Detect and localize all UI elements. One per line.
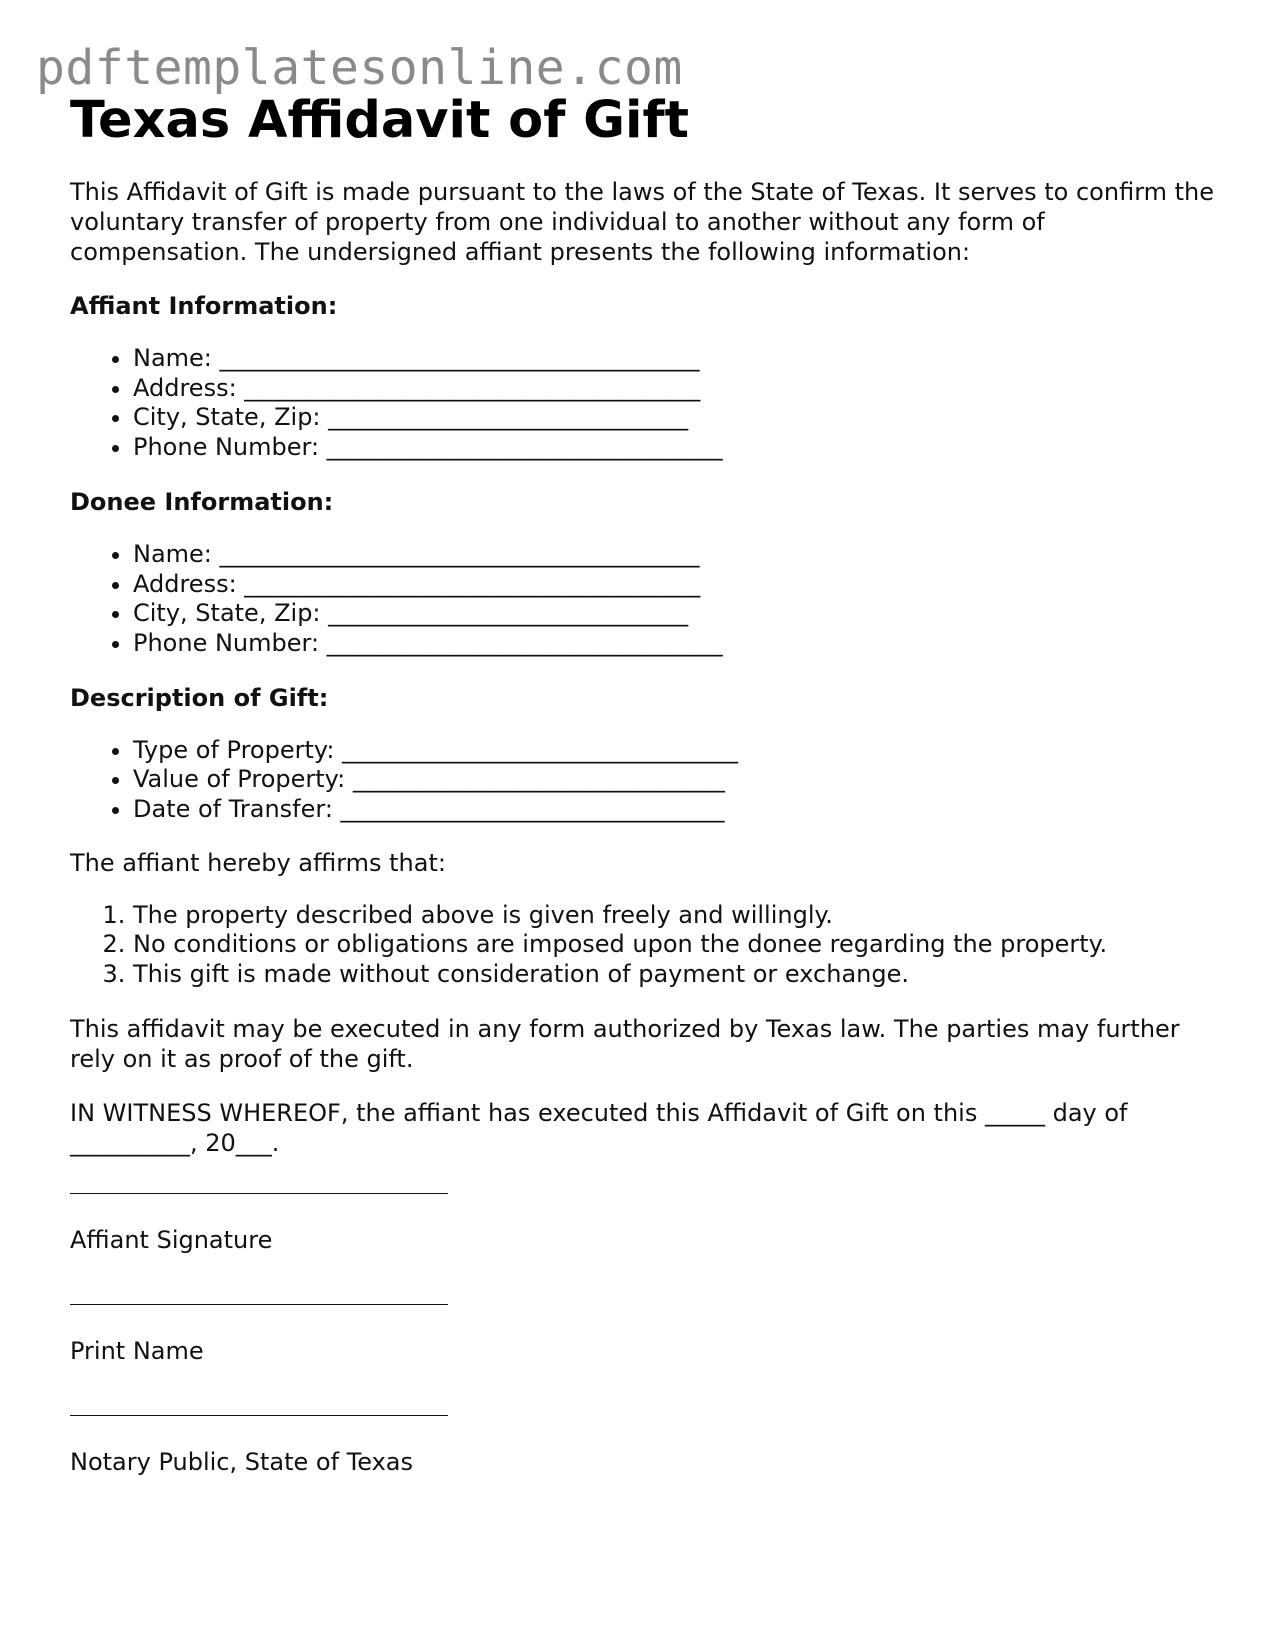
- donee-phone-field: • Phone Number: _________________________________: [133, 629, 1220, 659]
- donee-name-field: • Name: ________________________________________: [133, 540, 1220, 570]
- print-name-line: [70, 1303, 448, 1305]
- execution-note: This affidavit may be executed in any form authorized by Texas law. The parties may further rely on it as proof of the gift.: [70, 1014, 1180, 1073]
- affirmation-item: 2. No conditions or obligations are imposed upon the donee regarding the property.: [133, 930, 1220, 960]
- affirmation-item: 1. The property described above is given freely and willingly.: [133, 901, 1220, 931]
- affiant-address-field: • Address: ______________________________________: [133, 374, 1220, 404]
- affiant-signature-label: Affiant Signature: [70, 1225, 273, 1254]
- affiant-signature-line: [70, 1192, 448, 1194]
- notary-label: Notary Public, State of Texas: [70, 1447, 413, 1476]
- watermark: pdftemplatesonline.com: [36, 40, 683, 96]
- affirmation-list: [70, 901, 1220, 990]
- affiant-info-heading: Affiant Information:: [70, 292, 338, 320]
- affiant-name-field: • Name: ________________________________________: [133, 344, 1220, 374]
- signature-block: [70, 1192, 1220, 1477]
- donee-address-field: • Address: ______________________________________: [133, 570, 1220, 600]
- transfer-date-field: • Date of Transfer: ________________________________: [133, 795, 1220, 825]
- document-body: [70, 88, 1220, 1477]
- affirmation-item: 3. This gift is made without consideration of payment or exchange.: [133, 960, 1220, 990]
- gift-description-heading: Description of Gift:: [70, 683, 329, 712]
- property-type-field: • Type of Property: _________________________________: [133, 736, 1220, 766]
- donee-info-heading: Donee Information:: [70, 487, 334, 516]
- affiant-info-list: [70, 344, 1220, 463]
- property-value-field: • Value of Property: _______________________________: [133, 765, 1220, 795]
- affirmation-intro: The affiant hereby affirms that:: [70, 848, 446, 877]
- gift-description-list: [70, 736, 1220, 825]
- affiant-phone-field: • Phone Number: _________________________________: [133, 433, 1220, 463]
- print-name-label: Print Name: [70, 1336, 204, 1365]
- intro-paragraph: This Affidavit of Gift is made pursuant to the laws of the State of Texas. It serves to confirm the voluntary transfer of property from one individual to another without any form of compensation. The undersigned affiant presents the following information:: [70, 178, 1215, 266]
- notary-line: [70, 1414, 448, 1416]
- page-title: Texas Affidavit of Gift: [70, 91, 690, 150]
- affiant-city-state-zip-field: • City, State, Zip: ______________________________: [133, 403, 1220, 433]
- donee-info-list: [70, 540, 1220, 659]
- donee-city-state-zip-field: • City, State, Zip: ______________________________: [133, 599, 1220, 629]
- witness-clause: IN WITNESS WHEREOF, the affiant has executed this Affidavit of Gift on this _____ day of __________, 20___.: [70, 1098, 1128, 1157]
